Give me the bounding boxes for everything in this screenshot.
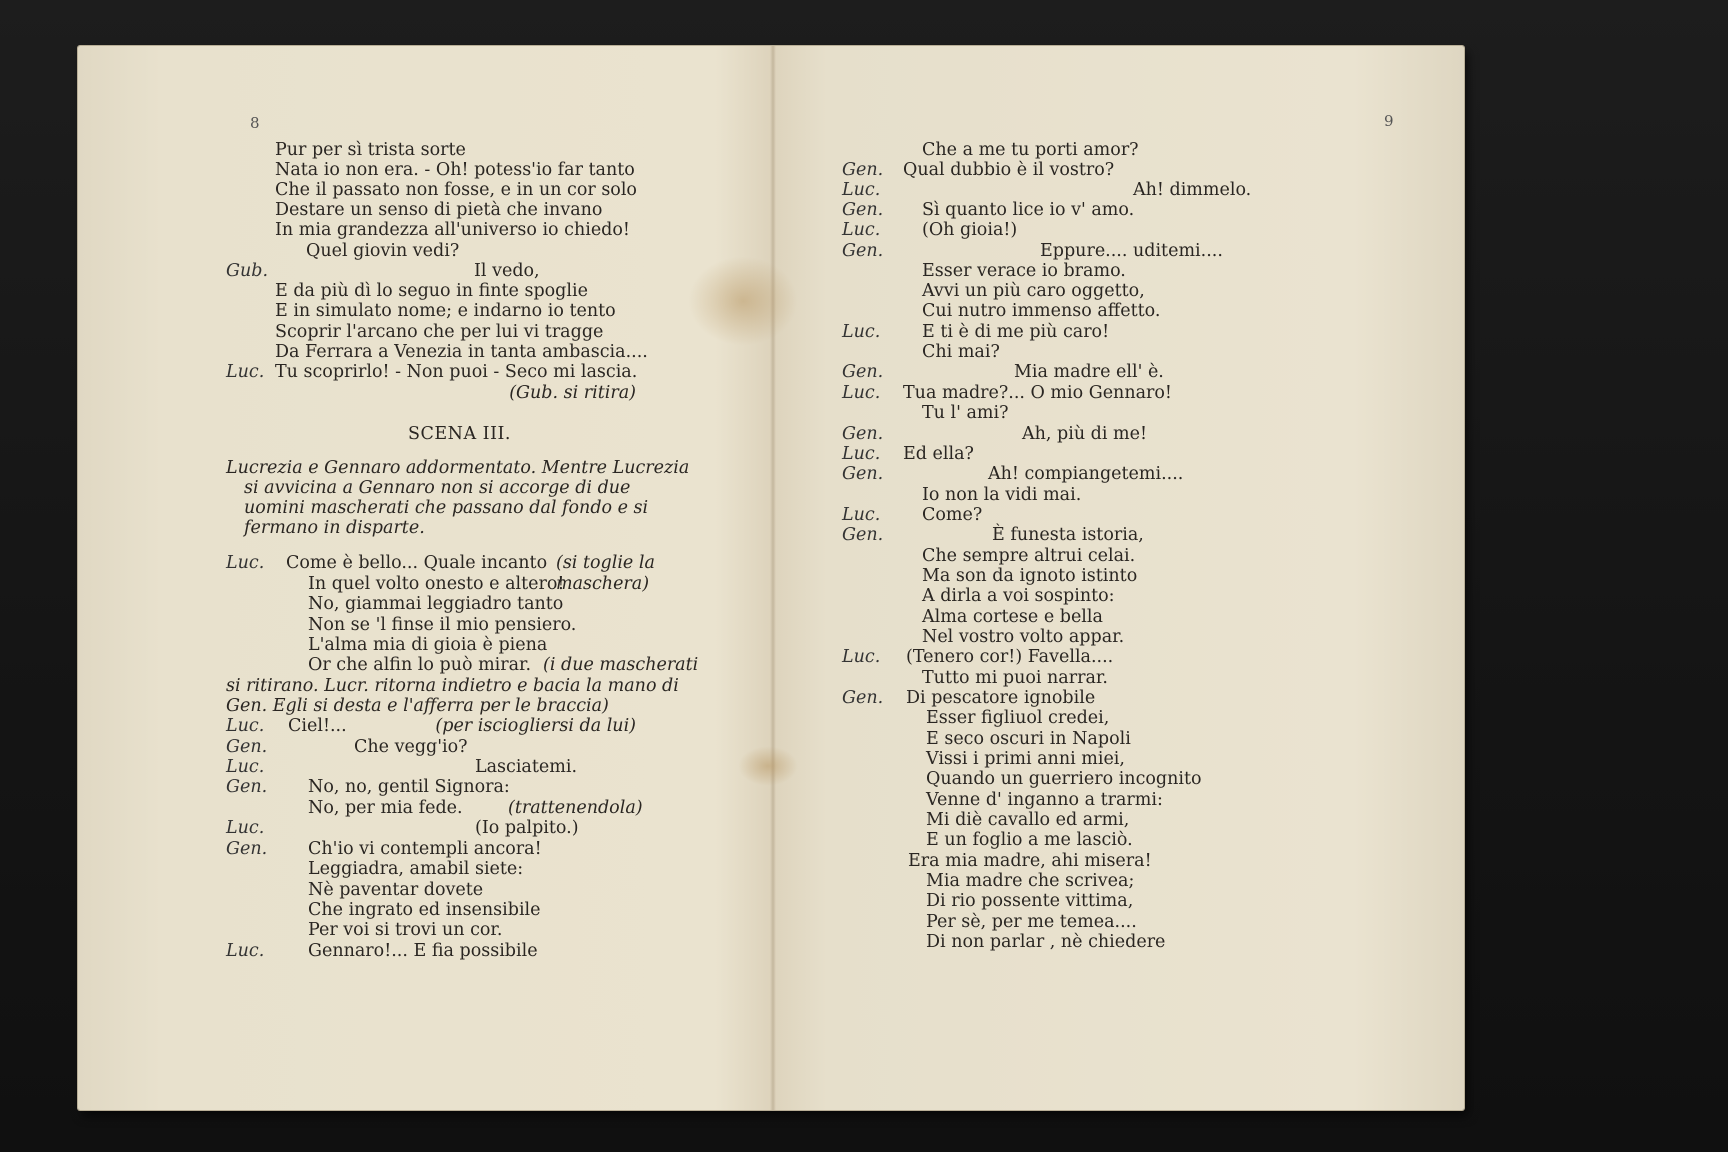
speaker-label: Luc.: [226, 818, 265, 838]
verse-line: Ah! dimmelo.: [1133, 180, 1252, 200]
verse-line: Leggiadra, amabil siete:: [308, 859, 524, 879]
stage-direction: (i due mascherati: [543, 655, 699, 675]
speaker-label: Luc.: [226, 941, 265, 961]
verse-line: Scoprir l'arcano che per lui vi tragge: [275, 322, 604, 342]
verse-line: Destare un senso di pietà che invano: [275, 200, 603, 220]
verse-line: Ed ella?: [903, 444, 974, 464]
verse-line: Come è bello... Quale incanto: [286, 553, 548, 573]
verse-line: In quel volto onesto e altero!: [308, 574, 565, 594]
verse-line: Per voi si trovi un cor.: [308, 920, 503, 940]
verse-line: Pur per sì trista sorte: [275, 140, 466, 160]
verse-line: Di rio possente vittima,: [926, 891, 1134, 911]
verse-line: Qual dubbio è il vostro?: [903, 160, 1115, 180]
verse-line: Mia madre che scrivea;: [926, 871, 1135, 891]
speaker-label: Luc.: [842, 383, 881, 403]
verse-line: Esser figliuol credei,: [926, 708, 1110, 728]
verse-line: Ma son da ignoto istinto: [922, 566, 1138, 586]
scene-direction-line: uomini mascherati che passano dal fondo e si: [244, 498, 649, 518]
speaker-label: Gen.: [842, 362, 884, 382]
speaker-label: Luc.: [842, 444, 881, 464]
verse-line: Venne d' inganno a trarmi:: [926, 790, 1163, 810]
left-page: [78, 46, 770, 1110]
verse-line: (Tenero cor!) Favella....: [906, 647, 1114, 667]
verse-line: Eppure.... uditemi....: [1040, 241, 1223, 261]
verse-line: No, per mia fede.: [308, 798, 463, 818]
verse-line: Quel giovin vedi?: [306, 241, 460, 261]
speaker-label: Gen.: [842, 200, 884, 220]
verse-line: Lasciatemi.: [475, 757, 578, 777]
speaker-label: Luc.: [842, 322, 881, 342]
verse-line: Tu scoprirlo! - Non puoi - Seco mi lascia.: [275, 362, 638, 382]
verse-line: Ah! compiangetemi....: [988, 464, 1184, 484]
verse-line: Ciel!...: [288, 716, 347, 736]
speaker-label: Luc.: [842, 647, 881, 667]
speaker-label: Gen.: [842, 525, 884, 545]
verse-line: E da più dì lo seguo in finte spoglie: [275, 281, 588, 301]
verse-line: Che sempre altrui celai.: [922, 546, 1136, 566]
speaker-label: Gen.: [842, 424, 884, 444]
verse-line: Esser verace io bramo.: [922, 261, 1126, 281]
verse-line: E in simulato nome; e indarno io tento: [275, 301, 616, 321]
verse-line: L'alma mia di gioia è piena: [308, 635, 548, 655]
stage-direction: si ritirano. Lucr. ritorna indietro e bacia la mano di: [226, 676, 679, 696]
verse-line: Alma cortese e bella: [922, 607, 1103, 627]
verse-line: Or che alfin lo può mirar.: [308, 655, 532, 675]
verse-line: In mia grandezza all'universo io chiedo!: [275, 220, 630, 240]
verse-line: È funesta istoria,: [992, 525, 1144, 545]
speaker-label: Gen.: [842, 160, 884, 180]
verse-line: Il vedo,: [474, 261, 540, 281]
scene-direction-line: si avvicina a Gennaro non si accorge di due: [244, 478, 631, 498]
verse-line: Gennaro!... E fia possibile: [308, 941, 538, 961]
verse-line: Nel vostro volto appar.: [922, 627, 1125, 647]
stage-direction: (per isciogliersi da lui): [435, 716, 636, 736]
verse-line: Per sè, per me temea....: [926, 912, 1137, 932]
verse-line: A dirla a voi sospinto:: [922, 586, 1115, 606]
verse-line: Tu l' ami?: [922, 403, 1009, 423]
speaker-label: Gen.: [226, 839, 268, 859]
verse-line: Di non parlar , nè chiedere: [926, 932, 1166, 952]
scene-direction-line: Lucrezia e Gennaro addormentato. Mentre Lucrezia: [226, 458, 690, 478]
verse-line: Nè paventar dovete: [308, 880, 484, 900]
verse-line: Io non la vidi mai.: [922, 485, 1082, 505]
verse-line: Era mia madre, ahi misera!: [908, 851, 1152, 871]
speaker-label: Luc.: [226, 553, 265, 573]
speaker-label: Gub.: [226, 261, 269, 281]
verse-line: No, no, gentil Signora:: [308, 777, 510, 797]
verse-line: E ti è di me più caro!: [922, 322, 1110, 342]
verse-line: Che il passato non fosse, e in un cor solo: [275, 180, 637, 200]
verse-line: Che a me tu porti amor?: [922, 140, 1139, 160]
verse-line: Da Ferrara a Venezia in tanta ambascia....: [275, 342, 648, 362]
speaker-label: Luc.: [842, 220, 881, 240]
verse-line: Che vegg'io?: [354, 737, 468, 757]
verse-line: Vissi i primi anni miei,: [926, 749, 1125, 769]
speaker-label: Luc.: [226, 362, 265, 382]
right-page: [776, 46, 1464, 1110]
scene-title: SCENA III.: [408, 424, 511, 444]
speaker-label: Luc.: [842, 505, 881, 525]
verse-line: Non se 'l finse il mio pensiero.: [308, 615, 577, 635]
verse-line: Sì quanto lice io v' amo.: [922, 200, 1135, 220]
stage-direction: maschera): [556, 574, 650, 594]
scene-direction-line: fermano in disparte.: [244, 518, 425, 538]
verse-line: Nata io non era. - Oh! potess'io far tanto: [275, 160, 635, 180]
speaker-label: Gen.: [842, 241, 884, 261]
speaker-label: Gen.: [842, 688, 884, 708]
stage-direction: (trattenendola): [508, 798, 643, 818]
verse-line: Mi diè cavallo ed armi,: [926, 810, 1130, 830]
speaker-label: Luc.: [842, 180, 881, 200]
verse-line: Avvi un più caro oggetto,: [922, 281, 1145, 301]
verse-line: Tutto mi puoi narrar.: [922, 668, 1108, 688]
verse-line: (Io palpito.): [475, 818, 579, 838]
page-number: 9: [1384, 112, 1394, 130]
verse-line: Ah, più di me!: [1022, 424, 1148, 444]
speaker-label: Gen.: [226, 777, 268, 797]
verse-line: E seco oscuri in Napoli: [926, 729, 1131, 749]
verse-line: No, giammai leggiadro tanto: [308, 594, 564, 614]
speaker-label: Gen.: [226, 737, 268, 757]
verse-line: Mia madre ell' è.: [1014, 362, 1164, 382]
verse-line: Chi mai?: [922, 342, 1000, 362]
stage-direction: Gen. Egli si desta e l'afferra per le braccia): [226, 696, 609, 716]
speaker-label: Gen.: [842, 464, 884, 484]
speaker-label: Luc.: [226, 757, 265, 777]
verse-line: Tua madre?... O mio Gennaro!: [903, 383, 1172, 403]
verse-line: E un foglio a me lasciò.: [926, 830, 1133, 850]
verse-line: Quando un guerriero incognito: [926, 769, 1202, 789]
verse-line: Di pescatore ignobile: [906, 688, 1096, 708]
verse-line: Come?: [922, 505, 983, 525]
stage-direction: (si toglie la: [556, 553, 655, 573]
page-number: 8: [250, 114, 260, 132]
speaker-label: Luc.: [226, 716, 265, 736]
verse-line: Cui nutro immenso affetto.: [922, 301, 1161, 321]
verse-line: (Oh gioia!): [922, 220, 1018, 240]
verse-line: Che ingrato ed insensibile: [308, 900, 541, 920]
stage-direction: (Gub. si ritira): [509, 383, 636, 403]
book-spread: [78, 46, 1464, 1110]
verse-line: Ch'io vi contempli ancora!: [308, 839, 542, 859]
